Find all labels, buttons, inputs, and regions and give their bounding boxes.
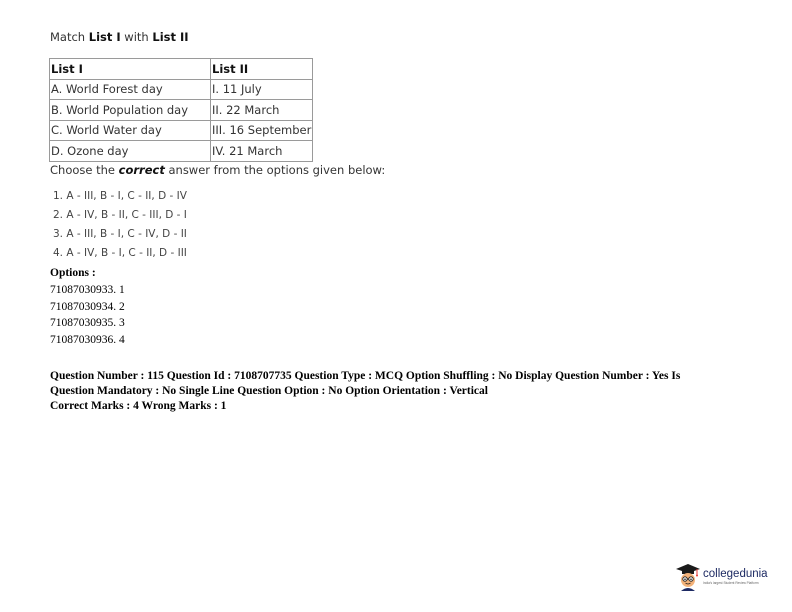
heading-list2: List II — [152, 30, 189, 44]
option-item: 71087030933. 1 — [50, 284, 125, 296]
table-cell: A. World Forest day — [50, 79, 211, 100]
instruction-text — [50, 163, 385, 177]
table-row — [50, 120, 313, 141]
brand-tagline: India's largest Student Review Platform — [703, 581, 759, 585]
match-table — [49, 58, 313, 162]
table-cell: C. World Water day — [50, 120, 211, 141]
option-item: 71087030935. 3 — [50, 317, 125, 329]
answer-choice: 1. A - III, B - I, C - II, D - IV — [53, 190, 187, 202]
table-cell: II. 22 March — [211, 100, 313, 121]
question-metadata — [50, 369, 730, 414]
instruction-emphasis: correct — [118, 163, 165, 177]
answer-choice: 4. A - IV, B - I, C - II, D - III — [53, 247, 187, 259]
answer-choice-list — [53, 187, 187, 263]
option-item: 71087030936. 4 — [50, 333, 125, 346]
table-cell: D. Ozone day — [50, 141, 211, 162]
table-row — [50, 79, 313, 100]
table-row — [50, 141, 313, 162]
instruction-after: answer from the options given below: — [164, 163, 386, 177]
table-row — [50, 100, 313, 121]
metadata-line: Correct Marks : 4 Wrong Marks : 1 — [50, 400, 227, 412]
heading-prefix: Match — [50, 30, 89, 44]
table-header-cell: List I — [50, 59, 211, 80]
instruction-before: Choose the — [50, 163, 119, 177]
graduate-mascot-icon — [675, 563, 701, 591]
answer-choice: 2. A - IV, B - II, C - III, D - I — [53, 209, 187, 221]
table-cell: B. World Population day — [50, 100, 211, 121]
table-cell: III. 16 September — [211, 120, 313, 141]
options-list — [50, 282, 125, 348]
option-item: 71087030934. 2 — [50, 300, 125, 313]
table-cell: I. 11 July — [211, 79, 313, 100]
metadata-line: Question Number : 115 Question Id : 7108707735 Question Type : MCQ Option Shuffling : No Display Question Number : Yes Is — [50, 370, 681, 382]
question-heading — [50, 30, 189, 44]
table-header-cell: List II — [211, 59, 313, 80]
table-header-row — [50, 59, 313, 80]
options-block — [50, 265, 125, 348]
metadata-line: Question Mandatory : No Single Line Question Option : No Option Orientation : Vertical — [50, 385, 488, 397]
heading-middle: with — [120, 30, 153, 44]
options-title: Options : — [50, 267, 96, 279]
table-cell: IV. 21 March — [211, 141, 313, 162]
answer-choice: 3. A - III, B - I, C - IV, D - II — [53, 228, 187, 240]
brand-watermark — [675, 563, 768, 591]
brand-name: collegedunia — [703, 568, 768, 580]
heading-list1: List I — [88, 30, 121, 44]
